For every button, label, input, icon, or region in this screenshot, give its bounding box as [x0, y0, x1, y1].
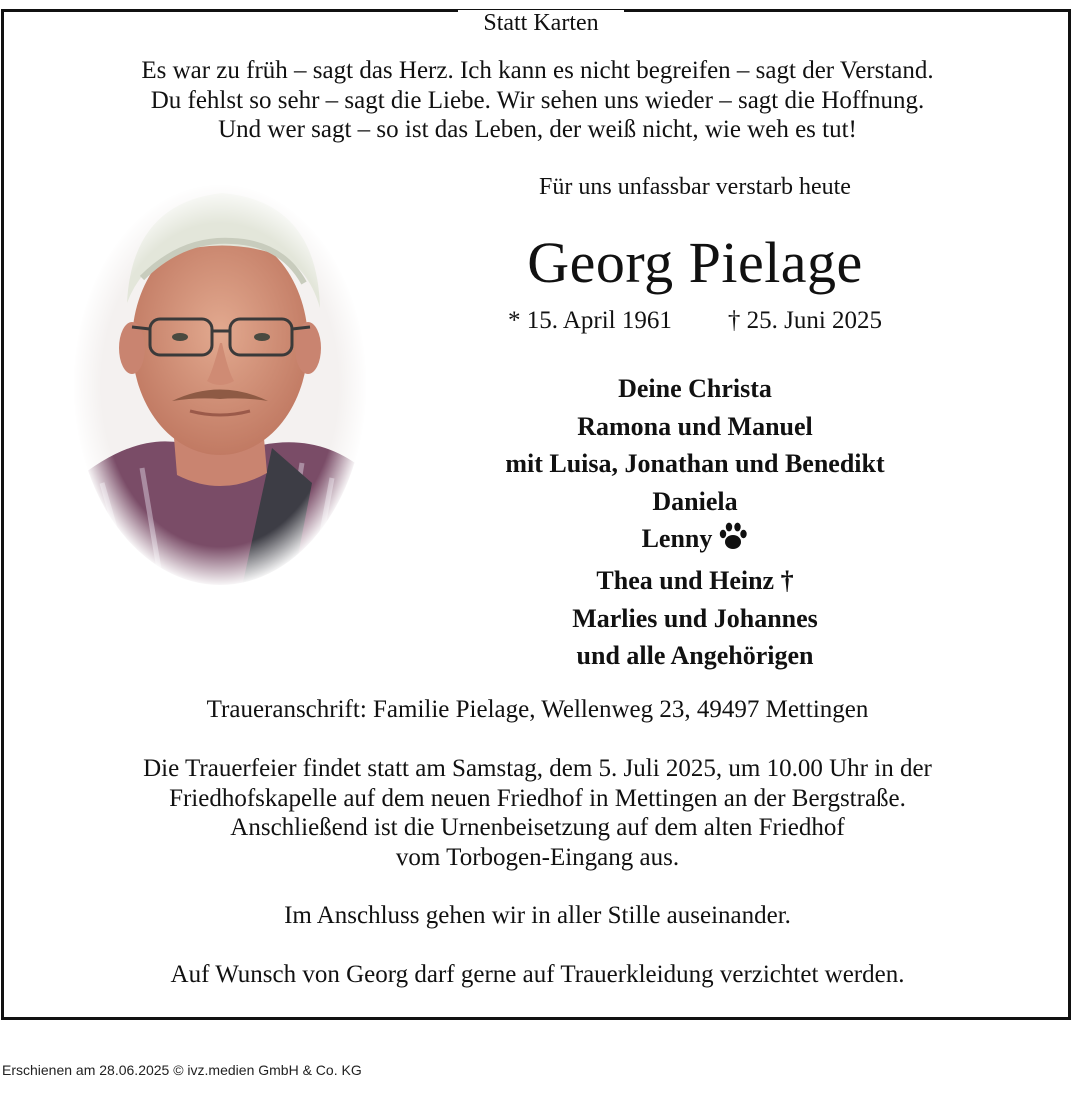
ceremony-line: Die Trauerfeier findet statt am Samstag, dem 5. Juli 2025, um 10.00 Uhr in der: [143, 755, 932, 782]
publication-footer: Erschienen am 28.06.2025 © ivz.medien GmbH & Co. KG: [2, 1062, 362, 1078]
quote-line: Und wer sagt – so ist das Leben, der weiß nicht, wie weh es tut!: [218, 116, 857, 143]
mourner-line: Ramona und Manuel: [577, 411, 813, 441]
ceremony-line: Anschließend ist die Urnenbeisetzung auf dem alten Friedhof: [230, 814, 845, 841]
ceremony-line: Friedhofskapelle auf dem neuen Friedhof in Mettingen an der Bergstraße.: [169, 784, 906, 812]
mourner-line: Marlies und Johannes: [572, 603, 818, 633]
dress-note: Auf Wunsch von Georg darf gerne auf Trauerkleidung verzichtet werden.: [170, 961, 905, 988]
pet-name: Lenny: [641, 524, 713, 554]
ceremony-info: [0, 754, 1075, 872]
header-label: Statt Karten: [458, 10, 624, 36]
mourner-line: mit Luisa, Jonathan und Benedikt: [505, 449, 885, 479]
mourners-list: [435, 370, 955, 675]
quote-block: [0, 56, 1075, 145]
ceremony-line: vom Torbogen-Eingang aus.: [395, 843, 680, 871]
quote-line: Du fehlst so sehr – sagt die Liebe. Wir sehen uns wieder – sagt die Hoffnung.: [150, 86, 925, 114]
mourner-line: Daniela: [652, 486, 738, 516]
paw-print-icon: [718, 521, 748, 562]
mourner-line-pet: [435, 520, 955, 562]
silence-note: Im Anschluss gehen wir in aller Stille auseinander.: [284, 902, 791, 929]
portrait-photo: [72, 183, 368, 587]
mourner-line: Deine Christa: [618, 374, 772, 403]
mourner-line: Thea und Heinz †: [596, 565, 794, 595]
deceased-name: Georg Pielage: [527, 230, 863, 295]
death-date: † 25. Juni 2025: [727, 307, 883, 334]
birth-date: * 15. April 1961: [507, 307, 672, 334]
life-dates: [455, 306, 935, 336]
mourning-address: Traueranschrift: Familie Pielage, Wellenweg 23, 49497 Mettingen: [206, 696, 869, 723]
mourner-line: und alle Angehörigen: [576, 641, 814, 671]
quote-line: Es war zu früh – sagt das Herz. Ich kann es nicht begreifen – sagt der Verstand.: [141, 57, 934, 84]
intro-text: Für uns unfassbar verstarb heute: [539, 174, 851, 200]
